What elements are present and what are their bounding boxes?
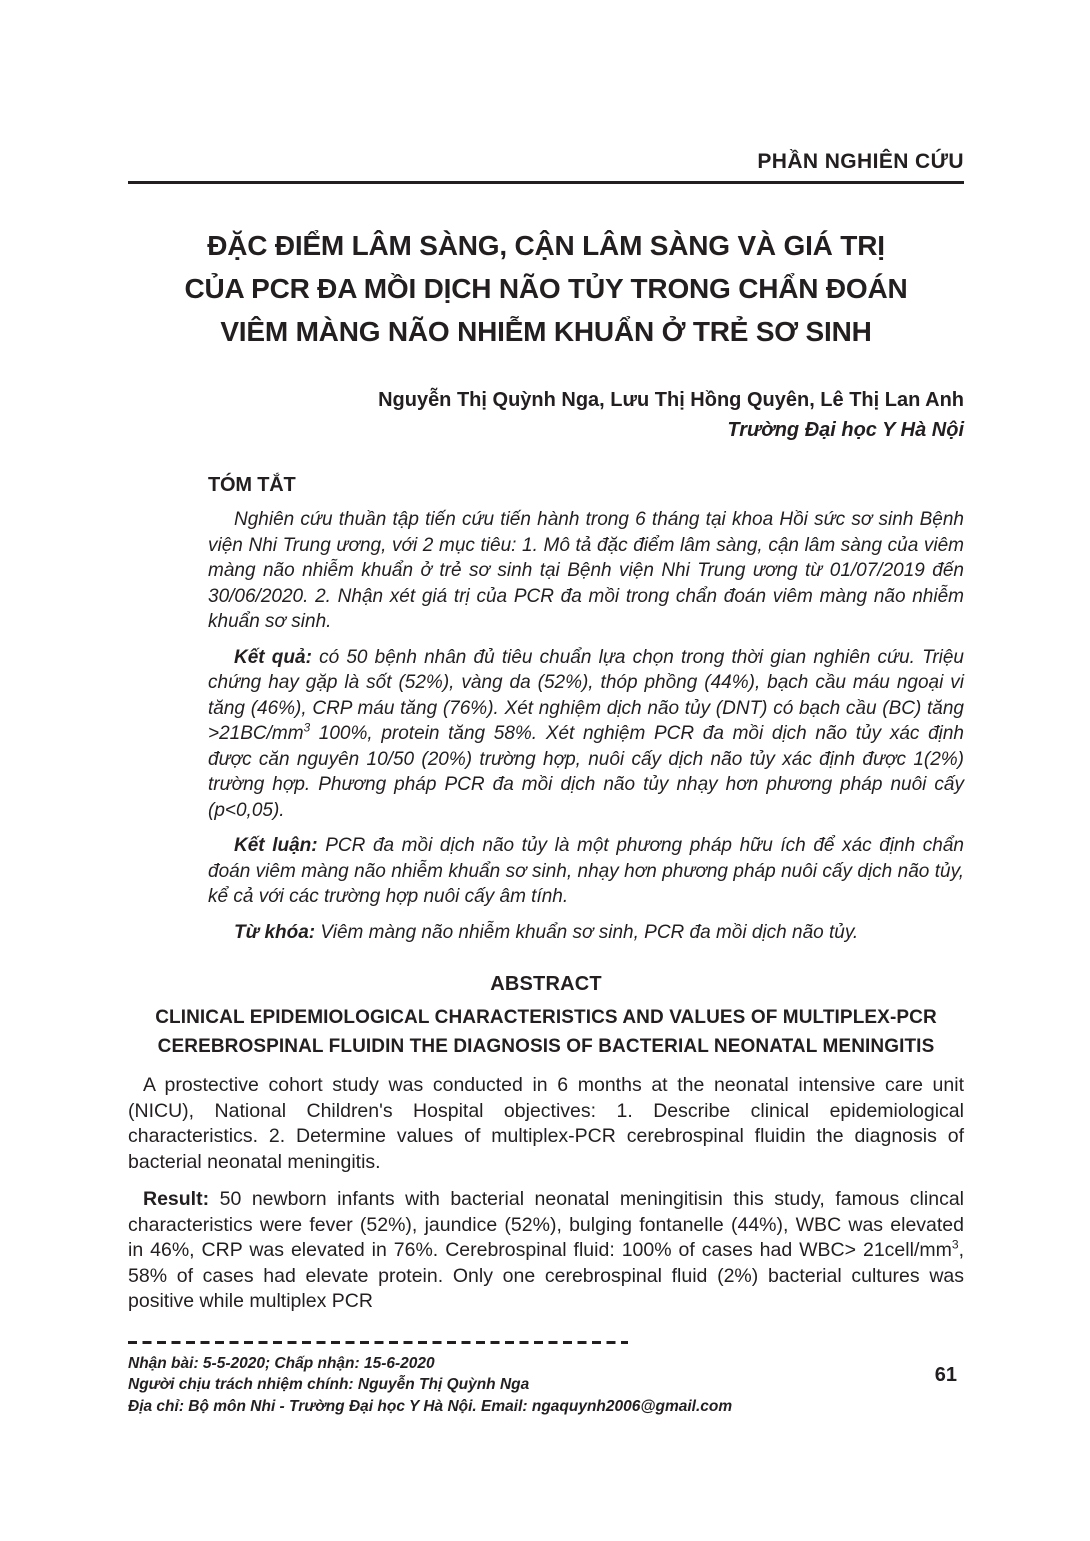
english-abstract-body <box>128 1073 964 1315</box>
result-text-pre: 50 newborn infants with bacterial neonatal meningitisin this study, famous clincal characteristics were fever (52%), jaundice (52%), bulging fontanelle (44%), WBC was elevated in 46%, CRP was elevated in 76%. Cerebrospinal fluid: 100% of cases had WBC> 21cell/mm <box>128 1188 964 1261</box>
abstract-results-paragraph <box>128 1187 964 1315</box>
footnote-section <box>128 1341 964 1418</box>
abstract-subtitle <box>128 1003 964 1061</box>
abstract-objectives-text: A prostective cohort study was conducted in 6 months at the neonatal intensive care unit (NICU), National Children's Hospital objectives: 1. Describe clinical epidemiological characteristics. 2. Determine values of multiplex-PCR cerebrospinal fluidin the diagnosis of bacterial neonatal meningitis. <box>128 1074 964 1173</box>
header-rule <box>128 181 964 184</box>
abstract-subtitle-line-2: CEREBROSPINAL FLUIDIN THE DIAGNOSIS OF BACTERIAL NEONATAL MENINGITIS <box>157 1036 935 1057</box>
tom-tat-objectives-paragraph <box>208 507 964 635</box>
page-number: 61 <box>934 1364 957 1386</box>
tu-khoa-label: Từ khóa: <box>234 921 316 943</box>
result-text-post: , 58% of cases had elevate protein. Only one cerebrospinal fluid (2%) bacterial cultures was positive while multiplex PCR <box>128 1239 964 1312</box>
article-title-line-1: ĐẶC ĐIỂM LÂM SÀNG, CẬN LÂM SÀNG VÀ GIÁ TRỊ <box>207 230 885 261</box>
running-head: PHẦN NGHIÊN CỨU <box>757 150 964 173</box>
article-title-line-2: CỦA PCR ĐA MỒI DỊCH NÃO TỦY TRONG CHẨN ĐOÁN <box>184 273 908 304</box>
footnote-address-email-line: Địa chỉ: Bộ môn Nhi - Trường Đại học Y Hà Nội. Email: ngaquynh2006@gmail.com <box>128 1397 733 1415</box>
tom-tat-results-paragraph <box>208 645 964 824</box>
ket-qua-text-pre: có 50 bệnh nhân đủ tiêu chuẩn lựa chọn trong thời gian nghiên cứu. Triệu chứng hay gặp là sốt (52%), vàng da (52%), thóp phồng (44%), bạch cầu máu ngoại vi tăng (46%), CRP máu tăng (76%). Xét nghiệm dịch não tủy (DNT) có bạch cầu (BC) tăng >21BC/mm <box>208 646 964 744</box>
tom-tat-heading: TÓM TẮT <box>208 474 296 496</box>
vietnamese-abstract-section <box>208 474 964 945</box>
tom-tat-objectives-text: Nghiên cứu thuần tập tiến cứu tiến hành trong 6 tháng tại khoa Hồi sức sơ sinh Bệnh viện Nhi Trung ương, với 2 mục tiêu: 1. Mô tả đặc điểm lâm sàng, cận lâm sàng của viêm màng não nhiễm khuẩn ở trẻ sơ sinh tại Bệnh viện Nhi Trung ương từ 01/07/2019 đến 30/06/2020. 2. Nhận xét giá trị của PCR đa mồi trong chẩn đoán viêm màng não nhiễm khuẩn sơ sinh. <box>208 509 964 632</box>
english-abstract-section <box>128 973 964 1315</box>
footnote-corresponding-author-line: Người chịu trách nhiệm chính: Nguyễn Thị Quỳnh Nga <box>128 1376 530 1393</box>
tu-khoa-text: Viêm màng não nhiễm khuẩn sơ sinh, PCR đa mồi dịch não tủy. <box>315 921 859 943</box>
tom-tat-conclusion-paragraph <box>208 833 964 910</box>
result-label: Result: <box>143 1188 210 1210</box>
ket-luan-text: PCR đa mồi dịch não tủy là một phương pháp hữu ích để xác định chẩn đoán viêm màng não nhiễm khuẩn sơ sinh, nhạy hơn phương pháp nuôi cấy dịch não tủy, kể cả với các trường hợp nuôi cấy âm tính. <box>208 835 964 907</box>
superscript-mm3: 3 <box>303 721 311 735</box>
abstract-heading: ABSTRACT <box>490 973 602 995</box>
abstract-objectives-paragraph <box>128 1073 964 1175</box>
footnote-received-line: Nhận bài: 5-5-2020; Chấp nhận: 15-6-2020 <box>128 1354 435 1372</box>
article-title <box>128 224 964 353</box>
abstract-subtitle-line-1: CLINICAL EPIDEMIOLOGICAL CHARACTERISTICS AND VALUES OF MULTIPLEX-PCR <box>155 1007 937 1028</box>
affiliation: Trường Đại học Y Hà Nội <box>727 419 964 441</box>
superscript-cellmm3: 3 <box>951 1237 959 1252</box>
keywords-paragraph <box>208 920 964 946</box>
ket-luan-label: Kết luận: <box>234 835 318 856</box>
authors: Nguyễn Thị Quỳnh Nga, Lưu Thị Hồng Quyên, Lê Thị Lan Anh <box>378 389 964 411</box>
ket-qua-text-post: 100%, protein tăng 58%. Xét nghiệm PCR đa mồi dịch não tủy xác định được căn nguyên 10/50 (20%) trường hợp, nuôi cấy dịch não tủy xác định được 1(2%) trường hợp. Phương pháp PCR đa mồi dịch não tủy nhạy hơn phương pháp nuôi cấy (p<0,05). <box>208 723 964 821</box>
footnote-dashed-rule <box>128 1341 628 1344</box>
article-title-line-3: VIÊM MÀNG NÃO NHIỄM KHUẨN Ở TRẺ SƠ SINH <box>220 316 872 347</box>
ket-qua-label: Kết quả: <box>234 646 312 668</box>
